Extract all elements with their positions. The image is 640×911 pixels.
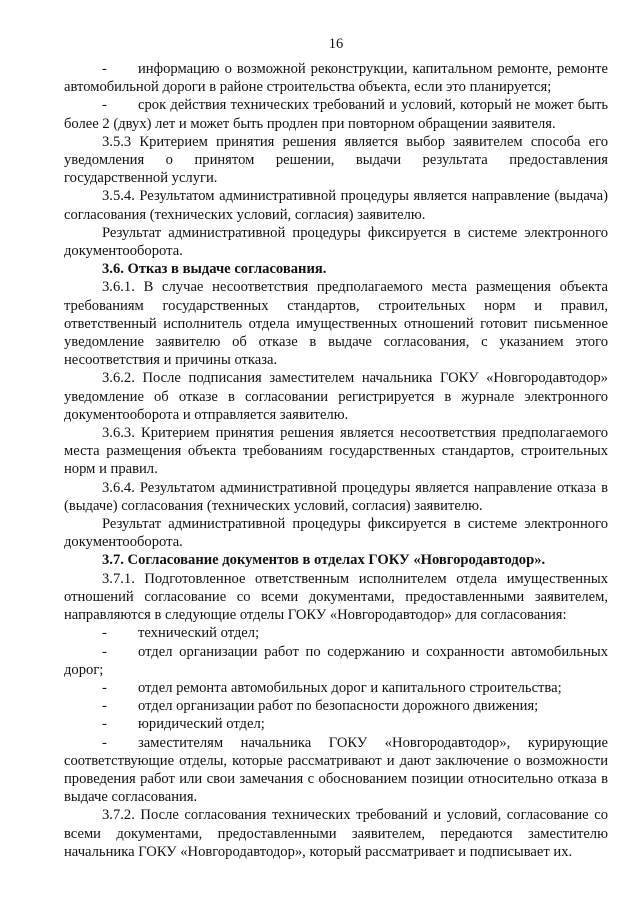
section-heading-3-6: 3.6. Отказ в выдаче согласования. xyxy=(102,261,327,278)
paragraph-3-6-4: 3.6.4. Результатом административной процедуры является направление отказа в (выдаче) согласования (технических условий, согласия) заявителю. xyxy=(64,479,608,514)
dash-marker: - xyxy=(102,716,107,733)
paragraph-3-6-3: 3.6.3. Критерием принятия решения является несоответствия предполагаемого места размещения объекта требованиям государственных стандартов, строительных норм и правил. xyxy=(64,425,608,478)
list-item-dash xyxy=(64,624,608,642)
dash-marker: - xyxy=(102,679,107,696)
dash-marker: - xyxy=(102,61,107,77)
dash-marker: - xyxy=(102,625,107,642)
paragraph-3-7-2: 3.7.2. После согласования технических требований и условий, согласование со всеми документами, предоставленными заявителем, передаются заместителю начальника ГОКУ «Новгородавтодор», который рассматривает и подписывает их. xyxy=(64,807,608,860)
paragraph-3-5-4: 3.5.4. Результатом административной процедуры является направление (выдача) согласования (технических условий, согласия) заявителю. xyxy=(64,188,608,223)
section-heading-3-7: 3.7. Согласование документов в отделах ГОКУ «Новгородавтодор». xyxy=(102,552,546,569)
list-item-text: информацию о возможной реконструкции, капитальном ремонте, ремонте автомобильной дороги в районе строительства объекта, если это планируется; xyxy=(64,61,608,96)
page-number: 16 xyxy=(328,36,344,52)
list-item-dash xyxy=(64,96,608,132)
list-item-dash xyxy=(64,734,608,807)
paragraph-3-5-3: 3.5.3 Критерием принятия решения является выбор заявителем способа его уведомления о принятом решении, выдачи результата предоставления государственной услуги. xyxy=(64,133,608,187)
list-item-text: отдел ремонта автомобильных дорог и капитального строительства; xyxy=(138,679,562,696)
paragraph-result-3-5: Результат административной процедуры фиксируется в системе электронного документооборота. xyxy=(64,224,608,260)
list-item-dash xyxy=(64,697,608,715)
document-body xyxy=(64,60,608,861)
list-item-dash xyxy=(64,643,608,679)
list-item-dash xyxy=(64,60,608,96)
list-item-text: юридический отдел; xyxy=(138,716,265,733)
dash-marker: - xyxy=(102,97,107,114)
paragraph-3-6-1: 3.6.1. В случае несоответствия предполагаемого места размещения объекта требованиям государственных стандартов, строительных норм и правил, ответственный исполнитель отдела имущественных отношений готовит письменное уведомление заявителю об отказе в выдаче согласования, с указанием этого несоответствия и причины отказа. xyxy=(64,279,608,369)
list-item-text: отдел организации работ по безопасности дорожного движения; xyxy=(138,698,539,715)
list-item-text: технический отдел; xyxy=(138,625,260,642)
list-item-text: отдел организации работ по содержанию и сохранности автомобильных дорог; xyxy=(64,643,608,678)
list-item-text: срок действия технических требований и условий, который не может быть более 2 (двух) лет и может быть продлен при повторном обращении заявителя. xyxy=(64,97,608,132)
dash-marker: - xyxy=(102,643,107,660)
dash-marker: - xyxy=(102,698,107,715)
list-item-dash xyxy=(64,715,608,733)
list-item-dash xyxy=(64,679,608,697)
paragraph-result-3-6: Результат административной процедуры фиксируется в системе электронного документооборота. xyxy=(64,516,608,551)
dash-marker: - xyxy=(102,734,107,751)
list-item-text: заместителям начальника ГОКУ «Новгородавтодор», курирующие соответствующие отделы, которые рассматривают и дают заключение о возможности проведения работ или свои замечания с обоснованием позиции относительно отказа в выдаче согласования. xyxy=(64,734,608,806)
paragraph-3-7-1: 3.7.1. Подготовленное ответственным исполнителем отдела имущественных отношений согласование со всеми документами, предоставленными заявителем, направляются в следующие отделы ГОКУ «Новгородавтодор» для согласования: xyxy=(64,570,608,624)
paragraph-3-6-2: 3.6.2. После подписания заместителем начальника ГОКУ «Новгородавтодор» уведомление об отказе в согласовании регистрируется в журнале электронного документооборота и отправляется заявителю. xyxy=(64,370,608,423)
